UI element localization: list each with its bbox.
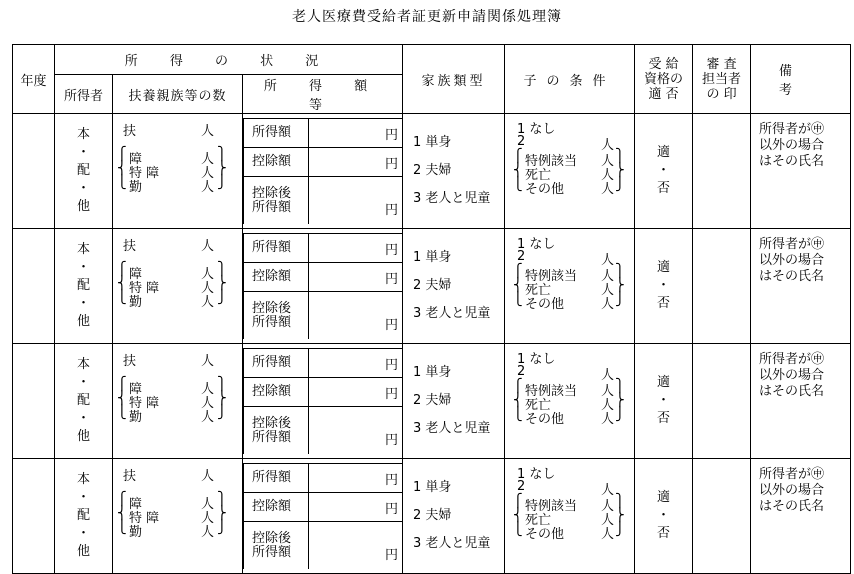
family-option-couple[interactable]: 2 夫婦 bbox=[413, 163, 452, 178]
family-option-single[interactable]: 1 単身 bbox=[413, 480, 452, 495]
dep-tokusho-unit: 人 bbox=[201, 396, 215, 411]
child-special: 特例該当 bbox=[525, 269, 578, 284]
brace-right: ⎫ ⎬ ⎭ bbox=[217, 377, 227, 420]
after-deduction-line1: 控除後 bbox=[252, 415, 292, 431]
family-option-elder-child[interactable]: 3 老人と児童 bbox=[413, 421, 491, 436]
brace-left: ⎧ ⎨ ⎩ bbox=[117, 492, 127, 535]
deduction-label: 控除額 bbox=[244, 148, 309, 177]
family-type-cell[interactable] bbox=[403, 229, 505, 344]
eligibility-ok[interactable]: 適 bbox=[657, 145, 671, 160]
dep-sho-unit: 人 bbox=[201, 382, 215, 397]
after-deduction-line2: 所得額 bbox=[252, 544, 292, 560]
brace-right: ⎫ ⎬ ⎭ bbox=[615, 149, 625, 192]
yen-unit: 円 bbox=[385, 203, 399, 218]
eligibility-ng[interactable]: 否 bbox=[657, 411, 671, 426]
family-option-elder-child[interactable]: 3 老人と児童 bbox=[413, 191, 491, 206]
earner-cell[interactable] bbox=[55, 344, 113, 459]
dependents-cell[interactable] bbox=[113, 344, 243, 459]
yen-unit: 円 bbox=[385, 318, 399, 333]
earner-char: 本 bbox=[76, 242, 90, 257]
family-option-couple[interactable]: 2 夫婦 bbox=[413, 278, 452, 293]
child-2-unit: 人 bbox=[601, 483, 615, 498]
child-other: その他 bbox=[525, 297, 565, 312]
earner-char: ・ bbox=[76, 145, 90, 160]
eligibility-ng[interactable]: 否 bbox=[657, 296, 671, 311]
child-special-unit: 人 bbox=[601, 499, 615, 514]
family-option-single[interactable]: 1 単身 bbox=[413, 135, 452, 150]
earner-char: 本 bbox=[76, 472, 90, 487]
yen-unit: 円 bbox=[385, 472, 399, 488]
eligibility-cell[interactable] bbox=[635, 114, 693, 229]
header-row-1 bbox=[13, 45, 851, 75]
page-title: 老人医療費受給者証更新申請関係処理簿 bbox=[292, 9, 562, 25]
child-dead: 死亡 bbox=[525, 513, 552, 528]
remarks-cell[interactable] bbox=[751, 229, 851, 344]
child-special-unit: 人 bbox=[601, 154, 615, 169]
family-type-cell[interactable] bbox=[403, 114, 505, 229]
yen-unit: 円 bbox=[385, 242, 399, 258]
family-option-elder-child[interactable]: 3 老人と児童 bbox=[413, 536, 491, 551]
remarks-line1: 所得者が㊥ bbox=[759, 467, 825, 482]
dep-fu-unit: 人 bbox=[201, 239, 215, 254]
eligibility-ok[interactable]: 適 bbox=[657, 490, 671, 505]
child-other-unit: 人 bbox=[601, 297, 615, 312]
income-value-field[interactable] bbox=[309, 234, 403, 263]
earner-char: ・ bbox=[76, 526, 90, 541]
dep-tokusho-unit: 人 bbox=[201, 166, 215, 181]
income-label: 所得額 bbox=[244, 119, 309, 148]
family-options bbox=[403, 474, 504, 558]
family-options bbox=[403, 359, 504, 443]
year-cell[interactable] bbox=[13, 114, 55, 229]
deduction-value-field[interactable] bbox=[309, 148, 403, 177]
dep-tokusho-unit: 人 bbox=[201, 511, 215, 526]
family-type-cell[interactable] bbox=[403, 459, 505, 574]
after-deduction-line2: 所得額 bbox=[252, 199, 292, 215]
after-deduction-value-field[interactable] bbox=[309, 407, 403, 455]
year-cell[interactable] bbox=[13, 344, 55, 459]
header-inspector-line3: の 印 bbox=[706, 86, 737, 102]
header-income-amount: 所 得 額 等 bbox=[243, 75, 403, 114]
dep-tokusho-label: 特 障 bbox=[129, 511, 160, 526]
dep-kin-label: 勤 bbox=[129, 525, 143, 540]
remarks-line3: はその氏名 bbox=[759, 269, 825, 284]
header-family-type: 家族類型 bbox=[403, 45, 505, 114]
child-option-2[interactable]: 2 bbox=[517, 134, 526, 149]
income-label: 所得額 bbox=[244, 234, 309, 263]
eligibility-cell[interactable] bbox=[635, 344, 693, 459]
deduction-value-field[interactable] bbox=[309, 378, 403, 407]
child-conditions-cell[interactable] bbox=[505, 459, 635, 574]
header-remarks: 備 考 bbox=[751, 45, 851, 114]
dep-kin-unit: 人 bbox=[201, 295, 215, 310]
remarks-line2: 以外の場合 bbox=[759, 368, 825, 383]
family-type-cell[interactable] bbox=[403, 344, 505, 459]
family-option-couple[interactable]: 2 夫婦 bbox=[413, 393, 452, 408]
child-option-2[interactable]: 2 bbox=[517, 249, 526, 264]
inspector-seal-cell[interactable] bbox=[693, 229, 751, 344]
yen-unit: 円 bbox=[385, 271, 399, 287]
year-cell[interactable] bbox=[13, 229, 55, 344]
after-deduction-value-field[interactable] bbox=[309, 292, 403, 340]
dep-tokusho-label: 特 障 bbox=[129, 396, 160, 411]
header-child-conditions: 子の条件 bbox=[505, 45, 635, 114]
child-special-unit: 人 bbox=[601, 269, 615, 284]
child-other-unit: 人 bbox=[601, 182, 615, 197]
dep-kin-label: 勤 bbox=[129, 295, 143, 310]
child-2-unit: 人 bbox=[601, 138, 615, 153]
eligibility-dot: ・ bbox=[657, 508, 671, 523]
earner-char: 他 bbox=[76, 199, 90, 214]
earner-cell[interactable] bbox=[55, 229, 113, 344]
after-deduction-label bbox=[244, 407, 309, 455]
dep-kin-label: 勤 bbox=[129, 410, 143, 425]
earner-char: 本 bbox=[76, 127, 90, 142]
child-none[interactable]: 1 なし bbox=[517, 122, 556, 137]
child-dead: 死亡 bbox=[525, 168, 552, 183]
yen-unit: 円 bbox=[385, 548, 399, 563]
inspector-seal-cell[interactable] bbox=[693, 114, 751, 229]
yen-unit: 円 bbox=[385, 156, 399, 172]
record-row bbox=[13, 344, 851, 459]
header-eligibility-line2: 資格の bbox=[644, 71, 684, 87]
brace-left: ⎧ ⎨ ⎩ bbox=[117, 147, 127, 190]
dependents-cell[interactable] bbox=[113, 114, 243, 229]
income-value-field[interactable] bbox=[309, 119, 403, 148]
child-dead-unit: 人 bbox=[601, 398, 615, 413]
child-dead-unit: 人 bbox=[601, 513, 615, 528]
header-inspector-line2: 担当者 bbox=[702, 71, 742, 87]
dep-sho-label: 障 bbox=[129, 497, 143, 512]
child-none[interactable]: 1 なし bbox=[517, 237, 556, 252]
dep-tokusho-label: 特 障 bbox=[129, 281, 160, 296]
dep-sho-label: 障 bbox=[129, 152, 143, 167]
brace-left: ⎧ ⎨ ⎩ bbox=[513, 494, 523, 537]
child-special-unit: 人 bbox=[601, 384, 615, 399]
earner-char: 配 bbox=[76, 163, 90, 178]
family-option-couple[interactable]: 2 夫婦 bbox=[413, 508, 452, 523]
income-cell bbox=[243, 229, 403, 344]
dependents-cell[interactable] bbox=[113, 459, 243, 574]
dep-fu-label: 扶 bbox=[123, 124, 137, 139]
income-label: 所得額 bbox=[244, 349, 309, 378]
child-dead-unit: 人 bbox=[601, 283, 615, 298]
earner-cell[interactable] bbox=[55, 459, 113, 574]
child-none[interactable]: 1 なし bbox=[517, 352, 556, 367]
dep-fu-label: 扶 bbox=[123, 354, 137, 369]
dep-sho-unit: 人 bbox=[201, 152, 215, 167]
income-subtable bbox=[243, 118, 402, 224]
inspector-seal-cell[interactable] bbox=[693, 459, 751, 574]
child-other: その他 bbox=[525, 527, 565, 542]
remarks-line1: 所得者が㊥ bbox=[759, 237, 825, 252]
family-option-elder-child[interactable]: 3 老人と児童 bbox=[413, 306, 491, 321]
income-subtable bbox=[243, 463, 402, 569]
deduction-label: 控除額 bbox=[244, 378, 309, 407]
eligibility-dot: ・ bbox=[657, 278, 671, 293]
child-dead: 死亡 bbox=[525, 283, 552, 298]
yen-unit: 円 bbox=[385, 357, 399, 373]
child-option-2[interactable]: 2 bbox=[517, 479, 526, 494]
eligibility-ng[interactable]: 否 bbox=[657, 526, 671, 541]
child-other: その他 bbox=[525, 412, 565, 427]
header-eligibility-line1: 受 給 bbox=[648, 56, 679, 72]
income-label: 所得額 bbox=[244, 464, 309, 493]
child-special: 特例該当 bbox=[525, 154, 578, 169]
inspector-seal-cell[interactable] bbox=[693, 344, 751, 459]
child-special: 特例該当 bbox=[525, 499, 578, 514]
dep-sho-label: 障 bbox=[129, 382, 143, 397]
child-other-unit: 人 bbox=[601, 412, 615, 427]
after-deduction-value-field[interactable] bbox=[309, 177, 403, 225]
header-earner: 所得者 bbox=[55, 75, 113, 114]
dep-tokusho-unit: 人 bbox=[201, 281, 215, 296]
dep-fu-unit: 人 bbox=[201, 124, 215, 139]
dep-fu-unit: 人 bbox=[201, 354, 215, 369]
eligibility-ok[interactable]: 適 bbox=[657, 260, 671, 275]
remarks-line2: 以外の場合 bbox=[759, 138, 825, 153]
header-income-status: 所 得 の 状 況 bbox=[55, 45, 403, 75]
record-row bbox=[13, 114, 851, 229]
brace-left: ⎧ ⎨ ⎩ bbox=[513, 149, 523, 192]
earner-char: 他 bbox=[76, 314, 90, 329]
after-deduction-line1: 控除後 bbox=[252, 530, 292, 546]
income-value-field[interactable] bbox=[309, 464, 403, 493]
income-cell bbox=[243, 344, 403, 459]
earner-char: ・ bbox=[76, 260, 90, 275]
dep-sho-unit: 人 bbox=[201, 497, 215, 512]
dep-kin-label: 勤 bbox=[129, 180, 143, 195]
eligibility-ok[interactable]: 適 bbox=[657, 375, 671, 390]
remarks-line3: はその氏名 bbox=[759, 384, 825, 399]
eligibility-cell[interactable] bbox=[635, 459, 693, 574]
remarks-line1: 所得者が㊥ bbox=[759, 122, 825, 137]
header-inspector bbox=[693, 45, 751, 114]
brace-left: ⎧ ⎨ ⎩ bbox=[117, 377, 127, 420]
earner-char: 他 bbox=[76, 544, 90, 559]
brace-left: ⎧ ⎨ ⎩ bbox=[117, 262, 127, 305]
dep-fu-unit: 人 bbox=[201, 469, 215, 484]
after-deduction-line2: 所得額 bbox=[252, 429, 292, 445]
dep-kin-unit: 人 bbox=[201, 525, 215, 540]
brace-right: ⎫ ⎬ ⎭ bbox=[217, 492, 227, 535]
child-conditions-cell[interactable] bbox=[505, 114, 635, 229]
income-cell bbox=[243, 114, 403, 229]
record-row bbox=[13, 459, 851, 574]
remarks-line3: はその氏名 bbox=[759, 499, 825, 514]
brace-right: ⎫ ⎬ ⎭ bbox=[615, 494, 625, 537]
earner-char: ・ bbox=[76, 411, 90, 426]
income-subtable bbox=[243, 233, 402, 339]
family-option-single[interactable]: 1 単身 bbox=[413, 250, 452, 265]
yen-unit: 円 bbox=[385, 501, 399, 517]
family-options bbox=[403, 129, 504, 213]
earner-char: ・ bbox=[76, 490, 90, 505]
child-conditions-cell[interactable] bbox=[505, 344, 635, 459]
record-row bbox=[13, 229, 851, 344]
dep-fu-label: 扶 bbox=[123, 469, 137, 484]
after-deduction-line1: 控除後 bbox=[252, 300, 292, 316]
remarks-line2: 以外の場合 bbox=[759, 483, 825, 498]
remarks-line2: 以外の場合 bbox=[759, 253, 825, 268]
year-cell[interactable] bbox=[13, 459, 55, 574]
brace-left: ⎧ ⎨ ⎩ bbox=[513, 379, 523, 422]
dep-sho-unit: 人 bbox=[201, 267, 215, 282]
after-deduction-line2: 所得額 bbox=[252, 314, 292, 330]
earner-char: 他 bbox=[76, 429, 90, 444]
child-conditions-cell[interactable] bbox=[505, 229, 635, 344]
child-none[interactable]: 1 なし bbox=[517, 467, 556, 482]
deduction-value-field[interactable] bbox=[309, 493, 403, 522]
earner-char: ・ bbox=[76, 375, 90, 390]
eligibility-dot: ・ bbox=[657, 163, 671, 178]
brace-right: ⎫ ⎬ ⎭ bbox=[615, 379, 625, 422]
after-deduction-label bbox=[244, 292, 309, 340]
eligibility-dot: ・ bbox=[657, 393, 671, 408]
yen-unit: 円 bbox=[385, 127, 399, 143]
after-deduction-label bbox=[244, 177, 309, 225]
register-table bbox=[12, 44, 851, 574]
deduction-value-field[interactable] bbox=[309, 263, 403, 292]
deduction-label: 控除額 bbox=[244, 263, 309, 292]
header-inspector-line1: 審 査 bbox=[706, 56, 737, 72]
earner-char: ・ bbox=[76, 296, 90, 311]
eligibility-ng[interactable]: 否 bbox=[657, 181, 671, 196]
after-deduction-line1: 控除後 bbox=[252, 185, 292, 201]
dep-tokusho-label: 特 障 bbox=[129, 166, 160, 181]
yen-unit: 円 bbox=[385, 386, 399, 402]
remarks-cell[interactable] bbox=[751, 344, 851, 459]
header-dependents: 扶養親族等の数 bbox=[113, 75, 243, 114]
dependents-cell[interactable] bbox=[113, 229, 243, 344]
dep-kin-unit: 人 bbox=[201, 410, 215, 425]
brace-right: ⎫ ⎬ ⎭ bbox=[217, 262, 227, 305]
family-options bbox=[403, 244, 504, 328]
header-year: 年度 bbox=[13, 45, 55, 114]
child-2-unit: 人 bbox=[601, 253, 615, 268]
child-special: 特例該当 bbox=[525, 384, 578, 399]
child-other: その他 bbox=[525, 182, 565, 197]
header-eligibility bbox=[635, 45, 693, 114]
dep-fu-label: 扶 bbox=[123, 239, 137, 254]
remarks-cell[interactable] bbox=[751, 459, 851, 574]
income-cell bbox=[243, 459, 403, 574]
family-option-single[interactable]: 1 単身 bbox=[413, 365, 452, 380]
earner-cell[interactable] bbox=[55, 114, 113, 229]
brace-left: ⎧ ⎨ ⎩ bbox=[513, 264, 523, 307]
income-value-field[interactable] bbox=[309, 349, 403, 378]
yen-unit: 円 bbox=[385, 433, 399, 448]
after-deduction-value-field[interactable] bbox=[309, 522, 403, 570]
header-eligibility-line3: 適 否 bbox=[648, 86, 679, 102]
child-other-unit: 人 bbox=[601, 527, 615, 542]
child-dead: 死亡 bbox=[525, 398, 552, 413]
child-2-unit: 人 bbox=[601, 368, 615, 383]
remarks-cell[interactable] bbox=[751, 114, 851, 229]
brace-right: ⎫ ⎬ ⎭ bbox=[615, 264, 625, 307]
dep-kin-unit: 人 bbox=[201, 180, 215, 195]
earner-char: 配 bbox=[76, 393, 90, 408]
earner-char: ・ bbox=[76, 181, 90, 196]
earner-char: 本 bbox=[76, 357, 90, 372]
remarks-line3: はその氏名 bbox=[759, 154, 825, 169]
earner-char: 配 bbox=[76, 278, 90, 293]
earner-char: 配 bbox=[76, 508, 90, 523]
child-option-2[interactable]: 2 bbox=[517, 364, 526, 379]
deduction-label: 控除額 bbox=[244, 493, 309, 522]
dep-sho-label: 障 bbox=[129, 267, 143, 282]
income-subtable bbox=[243, 348, 402, 454]
after-deduction-label bbox=[244, 522, 309, 570]
eligibility-cell[interactable] bbox=[635, 229, 693, 344]
brace-right: ⎫ ⎬ ⎭ bbox=[217, 147, 227, 190]
child-dead-unit: 人 bbox=[601, 168, 615, 183]
remarks-line1: 所得者が㊥ bbox=[759, 352, 825, 367]
